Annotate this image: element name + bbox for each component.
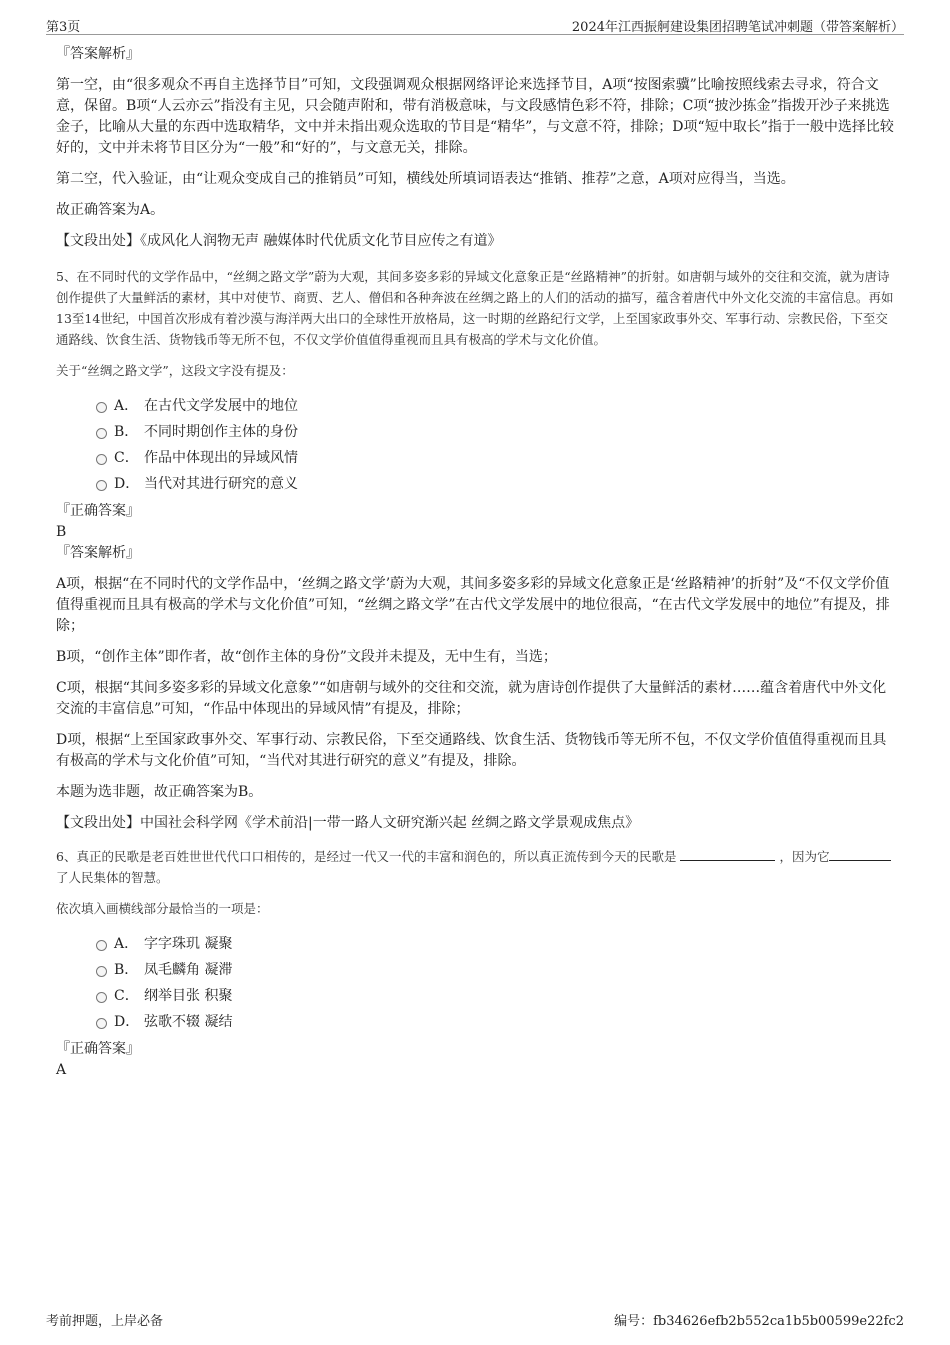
q6-stem: 6、真正的民歌是老百姓世世代代口口相传的，是经过一代又一代的丰富和润色的，所以真正流传到今天的民歌是 ，因为它了人民集体的智慧。 [56, 846, 896, 888]
q5-option-d[interactable]: D． 当代对其进行研究的意义 [56, 471, 896, 497]
q5-source: 【文段出处】中国社会科学网《学术前沿|一带一路人文研究渐兴起 丝绸之路文学景观成焦点》 [56, 815, 640, 831]
document-title: 2024年江西振舸建设集团招聘笔试冲刺题（带答案解析） [571, 20, 904, 35]
page-header [46, 14, 904, 35]
q6-option-b[interactable]: B． 凤毛麟角 凝滞 [56, 957, 896, 983]
q4-analysis-para2: 第二空，代入验证，由“让观众变成自己的推销员”可知，横线处所填词语表达“推销、推荐”之意，A项对应得当，当选。 [56, 171, 795, 187]
q5-options [56, 393, 896, 497]
q5-analysis-a: A项，根据“在不同时代的文学作品中，‘丝绸之路文学’蔚为大观，其间多姿多彩的异域文化意象正是‘丝路精神’的折射”及“不仅文学价值值得重视而且具有极高的学术与文化价值”可知，“丝绸之路文学”在古代文学发展中的地位很高，“在古代文学发展中的地位”有提及，排除； [56, 576, 890, 634]
page-number: 第3页 [46, 20, 81, 35]
radio-icon[interactable] [96, 966, 107, 977]
radio-icon[interactable] [96, 1018, 107, 1029]
q6-option-d[interactable]: D． 弦歌不辍 凝结 [56, 1009, 896, 1035]
q6-question: 依次填入画横线部分最恰当的一项是： [56, 901, 269, 916]
q4-analysis-label: 『答案解析』 [56, 46, 140, 62]
radio-icon[interactable] [96, 402, 107, 413]
q5-answer-label: 『正确答案』 [56, 503, 140, 519]
q6-answer: A [56, 1062, 67, 1078]
q6-option-a[interactable]: A． 字字珠玑 凝聚 [56, 931, 896, 957]
q4-analysis-para1: 第一空，由“很多观众不再自主选择节目”可知，文段强调观众根据网络评论来选择节目，A项“按图索骥”比喻按照线索去寻求，符合文意，保留。B项“人云亦云”指没有主见，只会随声附和，带有消极意味，与文段感情色彩不符，排除；C项“披沙拣金”指拨开沙子来挑选金子，比喻从大量的东西中选取精华，文中并未指出观众选取的节目是“精华”，与文意不符，排除；D项“短中取长”指于一般中选择比较好的，文中并未将节目区分为“一般”和“好的”，与文意无关，排除。 [56, 77, 894, 156]
q5-analysis-c: C项，根据“其间多姿多彩的异域文化意象”“如唐朝与域外的交往和交流，就为唐诗创作提供了大量鲜活的素材……蕴含着唐代中外文化交流的丰富信息”可知，“作品中体现出的异域风情”有提及，排除； [56, 680, 887, 717]
q6-answer-label: 『正确答案』 [56, 1041, 140, 1057]
q5-stem: 5、在不同时代的文学作品中，“丝绸之路文学”蔚为大观，其间多姿多彩的异域文化意象正是“丝路精神”的折射。如唐朝与域外的交往和交流，就为唐诗创作提供了大量鲜活的素材，其中对使节、商贾、艺人、僧侣和各种奔波在丝绸之路上的人们的活动的描写，蕴含着唐代中外文化交流的丰富信息。再如13至14世纪，中国首次形成有着沙漠与海洋两大出口的全球性开放格局，这一时期的丝路纪行文学，上至国家政事外交、军事行动、宗教民俗，下至交通路线、饮食生活、货物钱币等无所不包，不仅文学价值值得重视而且具有极高的学术与文化价值。 [56, 269, 894, 347]
radio-icon[interactable] [96, 480, 107, 491]
document-body [56, 44, 896, 1081]
q5-analysis-label: 『答案解析』 [56, 545, 140, 561]
q5-answer: B [56, 524, 67, 540]
q5-option-b[interactable]: B． 不同时期创作主体的身份 [56, 419, 896, 445]
q5-option-c[interactable]: C． 作品中体现出的异域风情 [56, 445, 896, 471]
q5-question: 关于“丝绸之路文学”，这段文字没有提及： [56, 363, 294, 378]
radio-icon[interactable] [96, 992, 107, 1003]
q5-option-a[interactable]: A． 在古代文学发展中的地位 [56, 393, 896, 419]
radio-icon[interactable] [96, 454, 107, 465]
document-id: 编号：fb34626efb2b552ca1b5b00599e22fc2 [614, 1314, 904, 1329]
q4-analysis-para3: 故正确答案为A。 [56, 202, 165, 218]
q6-options [56, 931, 896, 1035]
q4-source: 【文段出处】《成风化人润物无声 融媒体时代优质文化节目应传之有道》 [56, 233, 502, 249]
fill-blank-1 [680, 846, 775, 861]
radio-icon[interactable] [96, 940, 107, 951]
q6-option-c[interactable]: C． 纲举目张 积聚 [56, 983, 896, 1009]
q5-analysis-d: D项，根据“上至国家政事外交、军事行动、宗教民俗，下至交通路线、饮食生活、货物钱币等无所不包，不仅文学价值值得重视而且具有极高的学术与文化价值”可知，“当代对其进行研究的意义”有提及，排除。 [56, 732, 887, 769]
q5-conclusion: 本题为选非题，故正确答案为B。 [56, 784, 263, 800]
fill-blank-2 [829, 846, 891, 861]
footer-slogan: 考前押题，上岸必备 [46, 1314, 164, 1329]
q5-analysis-b: B项，“创作主体”即作者，故“创作主体的身份”文段并未提及，无中生有，当选； [56, 649, 557, 665]
radio-icon[interactable] [96, 428, 107, 439]
